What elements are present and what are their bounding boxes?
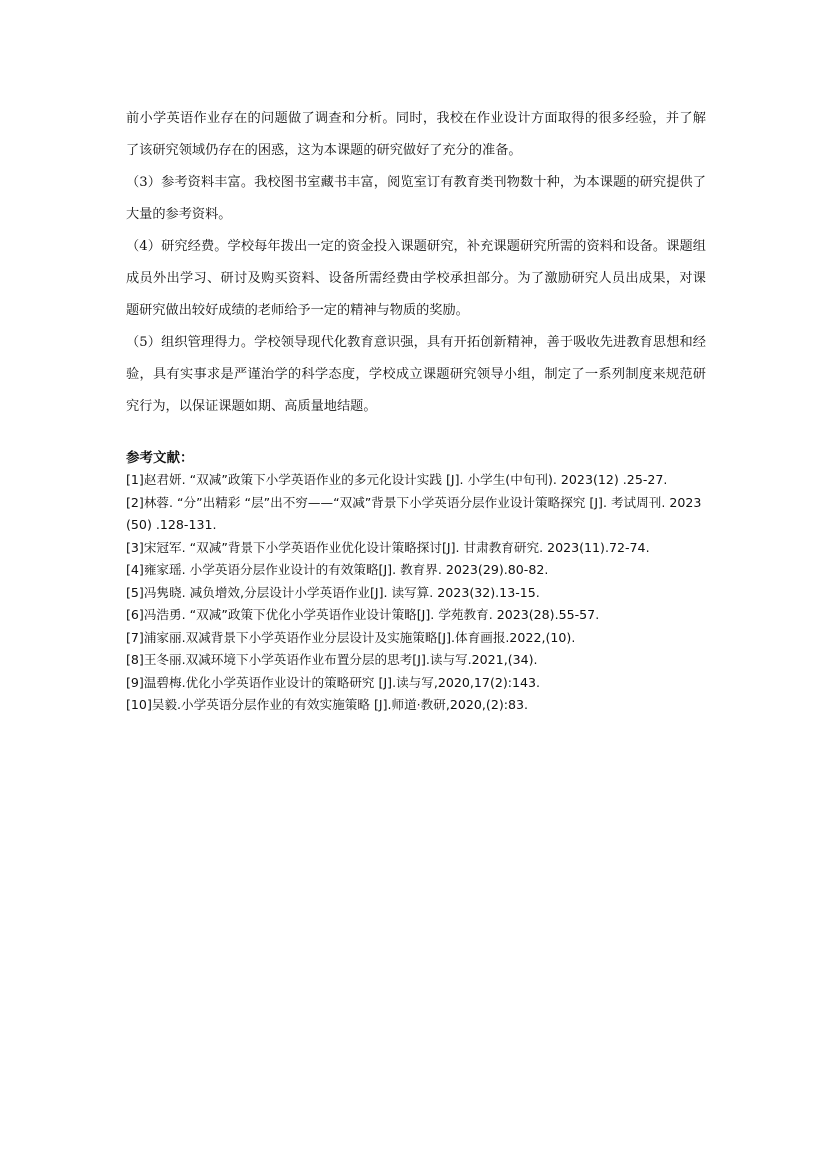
references-heading: 参考文献： <box>126 450 194 466</box>
body-paragraph-4: （5）组织管理得力。学校领导现代化教育意识强，具有开拓创新精神，善于吸收先进教育思想和经验，具有实事求是严谨治学的科学态度，学校成立课题研究领导小组，制定了一系列制度来规范研究行为，以保证课题如期、高质量地结题。 <box>126 335 706 414</box>
reference-item: [8]王冬丽.双减环境下小学英语作业布置分层的思考[J].读与写.2021,(34). <box>126 652 538 667</box>
reference-item: [4]雍家瑶. 小学英语分层作业设计的有效策略[J]. 教育界. 2023(29).80-82. <box>126 562 549 577</box>
reference-item: [5]冯隽晓. 减负增效,分层设计小学英语作业[J]. 读写算. 2023(32).13-15. <box>126 584 540 600</box>
document-page <box>126 103 706 717</box>
reference-item: [7]浦家丽.双减背景下小学英语作业分层设计及实施策略[J].体育画报.2022,(10). <box>126 629 576 645</box>
reference-item: [6]冯浩勇. “双减”政策下优化小学英语作业设计策略[J]. 学苑教育. 2023(28).55-57. <box>126 607 600 622</box>
body-paragraph-3: （4）研究经费。学校每年拨出一定的资金投入课题研究，补充课题研究所需的资料和设备。课题组成员外出学习、研讨及购买资料、设备所需经费由学校承担部分。为了激励研究人员出成果，对课题研究做出较好成绩的老师给予一定的精神与物质的奖励。 <box>126 239 706 318</box>
reference-item: [9]温碧梅.优化小学英语作业设计的策略研究 [J].读与写,2020,17(2):143. <box>126 674 541 690</box>
reference-item: [10]吴毅.小学英语分层作业的有效实施策略 [J].师道·教研,2020,(2):83. <box>126 697 529 712</box>
body-paragraph-2: （3）参考资料丰富。我校图书室藏书丰富，阅览室订有教育类刊物数十种，为本课题的研究提供了大量的参考资料。 <box>126 175 706 222</box>
reference-item: [1]赵君妍. “双减”政策下小学英语作业的多元化设计实践 [J]. 小学生(中旬刊). 2023(12) .25-27. <box>126 472 668 487</box>
body-paragraph-1: 前小学英语作业存在的问题做了调查和分析。同时，我校在作业设计方面取得的很多经验，并了解了该研究领域仍存在的困惑，这为本课题的研究做好了充分的准备。 <box>126 111 706 158</box>
reference-item: [3]宋冠军. “双减”背景下小学英语作业优化设计策略探讨[J]. 甘肃教育研究. 2023(11).72-74. <box>126 539 650 555</box>
reference-item: [2]林蓉. “分”出精彩 “层”出不穷——“双减”背景下小学英语分层作业设计策略探究 [J]. 考试周刊. 2023(50) .128-131. <box>126 494 702 532</box>
references-list <box>126 469 706 717</box>
